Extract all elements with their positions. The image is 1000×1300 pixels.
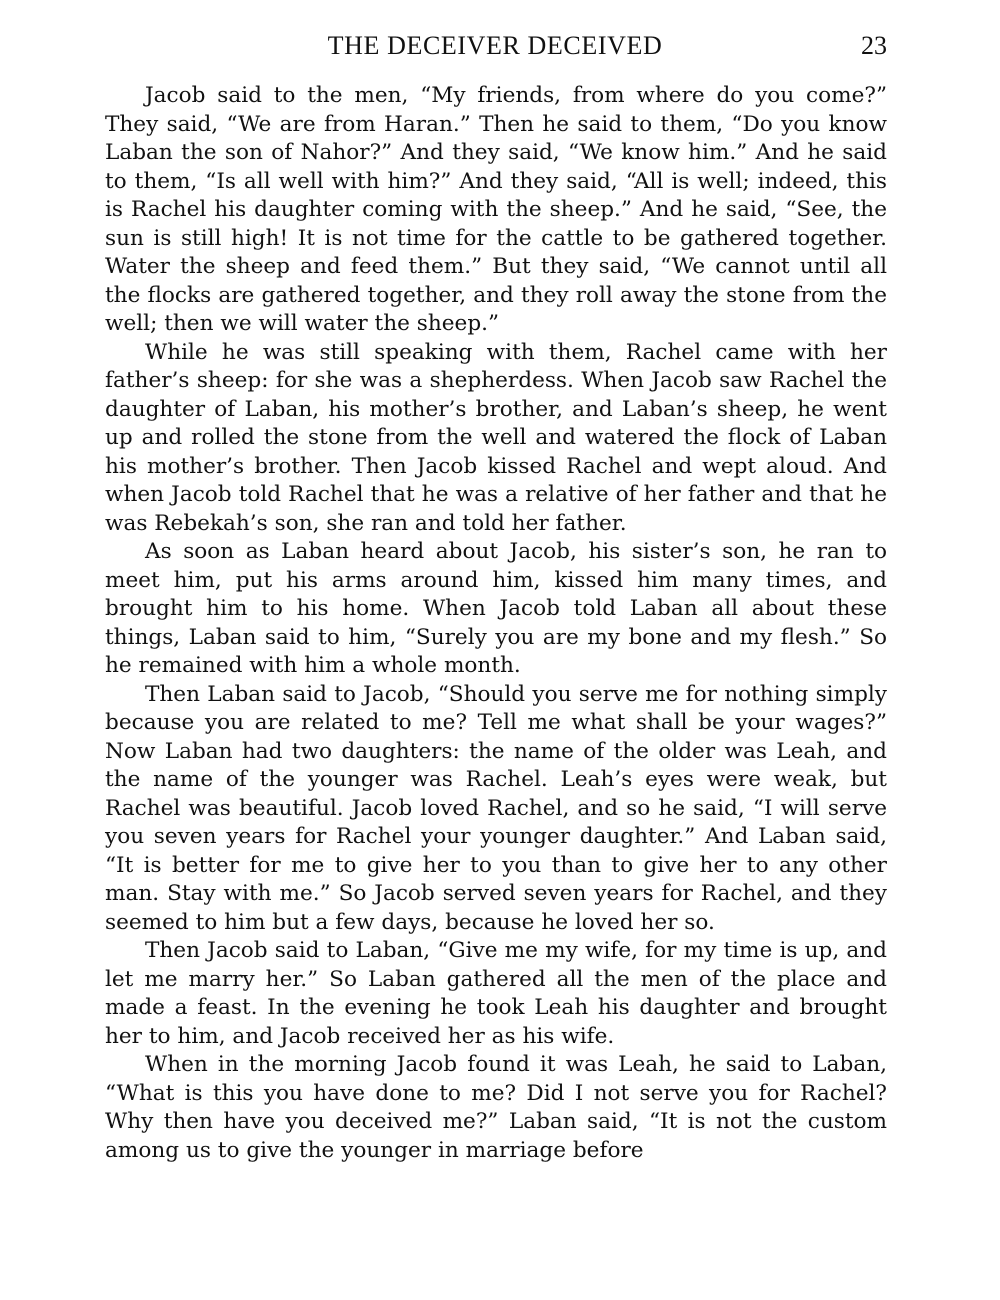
paragraph-5: Then Jacob said to Laban, “Give me my wife, for my time is up, and let me marry her.” So Laban gathered all the men of the place and made a feast. In the evening he took Leah his daughter and brought her to him, and Jacob received her as his wife. xyxy=(105,938,887,1049)
running-head xyxy=(105,30,885,66)
paragraph-6: When in the morning Jacob found it was Leah, he said to Laban, “What is this you have done to me? Did I not serve you for Rachel? Why then have you deceived me?” Laban said, “It is not the custom among us to give the younger in marriage before xyxy=(105,1052,887,1163)
chapter-title: THE DECEIVER DECEIVED xyxy=(327,31,663,60)
paragraph-4: Then Laban said to Jacob, “Should you serve me for nothing simply because you are related to me? Tell me what shall be your wages?” Now Laban had two daughters: the name of the older was Leah, and the name of the younger was Rachel. Leah’s eyes were weak, but Rachel was beautiful. Jacob loved Rachel, and so he said, “I will serve you seven years for Rachel your younger daughter.” And Laban said, “It is better for me to give her to you than to give her to any other man. Stay with me.” So Jacob served seven years for Rachel, and they seemed to him but a few days, because he loved her so. xyxy=(105,681,887,935)
page-number: 23 xyxy=(861,31,887,60)
paragraph-2: While he was still speaking with them, Rachel came with her father’s sheep: for she was a shepherdess. When Jacob saw Rachel the daughter of Laban, his mother’s brother, and Laban’s sheep, he went up and rolled the stone from the well and watered the flock of Laban his mother’s brother. Then Jacob kissed Rachel and wept aloud. And when Jacob told Rachel that he was a relative of her father and that he was Rebekah’s son, she ran and told her father. xyxy=(105,339,887,536)
paragraph-3: As soon as Laban heard about Jacob, his sister’s son, he ran to meet him, put his arms around him, kissed him many times, and brought him to his home. When Jacob told Laban all about these things, Laban said to him, “Surely you are my bone and my flesh.” So he remained with him a whole month. xyxy=(105,539,887,678)
paragraph-1: Jacob said to the men, “My friends, from where do you come?” They said, “We are from Haran.” Then he said to them, “Do you know Laban the son of Nahor?” And they said, “We know him.” And he said to them, “Is all well with him?” And they said, “All is well; indeed, this is Rachel his daughter coming with the sheep.” And he said, “See, the sun is still high! It is not time for the cattle to be gathered together. Water the sheep and feed them.” But they said, “We cannot until all the flocks are gathered together, and they roll away the stone from the well; then we will water the sheep.” xyxy=(105,83,887,336)
body-text xyxy=(105,82,887,1165)
